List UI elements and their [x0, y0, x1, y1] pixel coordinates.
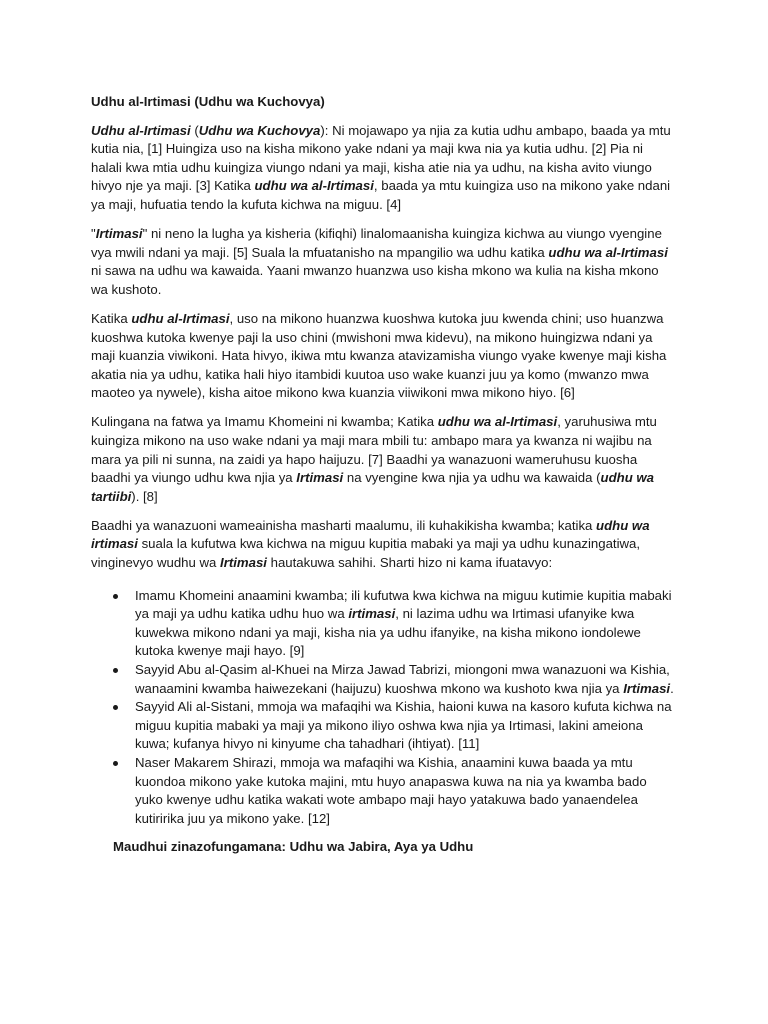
bullet-icon: [113, 668, 118, 673]
term-bold-italic: udhu wa al-Irtimasi: [254, 178, 374, 194]
term-bold-italic: udhu wa al-Irtimasi: [437, 414, 558, 430]
paragraph-conditions-intro: [91, 517, 677, 573]
term-bold-italic: udhu wa al-Irtimasi: [548, 244, 668, 260]
text-run: hautakuwa sahihi. Sharti hizo ni kama ifuatavyo:: [266, 555, 553, 571]
bullet-icon: [113, 761, 118, 766]
text-run: Katika: [91, 310, 132, 326]
list-item: [91, 698, 677, 754]
paragraph-definition: [91, 122, 677, 215]
conditions-list: [91, 587, 677, 829]
text-run: Kulingana na fatwa ya Imamu Khomeini ni kwamba; Katika: [91, 414, 438, 430]
text-run: " ni neno la lugha ya kisheria (kifiqhi) linalomaanisha kuingiza kichwa au viungo vyengine vya mwili ndani ya maji. [5] Suala la mfuatanisho na mpangilio wa udhu katika: [91, 226, 662, 260]
text-run: Baadhi ya wanazuoni wameainisha masharti maalumu, ili kuhakikisha kwamba; katika: [91, 517, 597, 533]
text-run: (: [190, 122, 199, 138]
text-run: ). [8]: [131, 488, 158, 504]
text-run: , ni lazima udhu wa Irtimasi ufanyike kwa kuwekwa mikono ndani ya maji, kisha nia ya udhu ifanyike, na kisha mikono iondolewe kutoka kwenye maji hayo. [9]: [135, 606, 641, 659]
term-bold-italic: udhu wa tartiibi: [91, 470, 655, 504]
term-bold-italic: udhu wa irtimasi: [91, 517, 650, 552]
term-bold-italic: udhu al-Irtimasi: [131, 310, 230, 326]
text-run: Naser Makarem Shirazi, mmoja wa mafaqihi wa Kishia, anaamini kuwa baada ya mtu kuondoa mikono yake kutoka majini, mtu huyo anapaswa kuwa na nia ya kwamba bado yuko kwenye udhu katika wakati wote ambapo maji hayo yatakuwa bado yanaendelea kutiririka juu ya mikono yake. [12]: [135, 755, 647, 826]
bullet-icon: [113, 705, 118, 710]
text-run: .: [670, 680, 674, 696]
document-title: Udhu al-Irtimasi (Udhu wa Kuchovya): [91, 94, 325, 109]
paragraph-khomeini-fatwa: [91, 413, 677, 506]
paragraph-irtimasi-meaning: [91, 225, 677, 299]
text-run: ): Ni mojawapo ya njia za kutia udhu ambapo, baada ya mtu kutia nia, [1] Huingiza uso na kisha mikono yake ndani ya maji kwa nia ya kutia udhu. [2] Pia ni halali kwa mtia udhu kuingiza viungo ndani ya maji, kisha atie nia ya udhu, na kisha avito viungo hivyo nje ya maji. [3] Katika: [91, 122, 671, 194]
text-run: suala la kufutwa kwa kichwa na miguu kupitia mabaki ya maji ya udhu kunazingatiwa, vinginevyo wudhu wa: [91, 536, 641, 571]
text-run: ni sawa na udhu wa kawaida. Yaani mwanzo huanzwa uso kisha mkono wa kulia na kisha mkono wa kushoto.: [91, 263, 659, 297]
list-item: [91, 754, 677, 828]
text-run: ": [91, 226, 96, 242]
document-body: [91, 93, 677, 867]
text-run: , baada ya mtu kuingiza uso na mikono yake ndani ya maji, hufuatia tendo la kufuta kichwa na miguu. [4]: [91, 178, 671, 212]
term-bold-italic: Udhu wa Kuchovya: [198, 122, 321, 138]
term-bold-italic: Irtimasi: [220, 555, 267, 571]
list-item: [91, 587, 677, 661]
text-run: , uso na mikono huanzwa kuoshwa kutoka juu kwenda chini; uso huanzwa kuoshwa kutoka kwenye paji la uso chini (mwishoni mwa kidevu), na mikono huingizwa ndani ya maji kuanzia viwikoni. Hata hivyo, ikiwa mtu kwanza atavizamisha viungo vyake kwenye maji kisha akatia nia ya udhu, katika hali hiyo itambidi kuutoa uso wake kuanzi juu ya komo (mwanzo mwa maoteo ya nywele), kisha aitoe mikono kwa kuanzia viiwikoni mwa mikono hiyo. [6]: [91, 310, 667, 401]
paragraph-washing-order: [91, 310, 677, 403]
text-run: na vyengine kwa njia ya udhu wa kawaida (: [343, 470, 601, 486]
list-item: [91, 661, 677, 698]
bullet-icon: [113, 594, 118, 599]
term-bold-italic: irtimasi: [348, 606, 396, 622]
text-run: Sayyid Ali al-Sistani, mmoja wa mafaqihi wa Kishia, haioni kuwa na kasoro kufuta kichwa na miguu kupitia mabaki ya maji ya mikono iliyo oshwa kwa njia ya Irtimasi, lakini ameiona kuwa; kufanya hivyo ni kinyume cha tahadhari (ihtiyat). [11]: [135, 699, 672, 752]
term-bold-italic: Irtimasi: [95, 226, 143, 242]
related-topics: Maudhui zinazofungamana: Udhu wa Jabira, Aya ya Udhu: [113, 839, 474, 855]
text-run: Imamu Khomeini anaamini kwamba; ili kufutwa kwa kichwa na miguu kutimie kupitia mabaki ya maji ya udhu katika udhu huo wa: [135, 587, 672, 622]
text-run: Sayyid Abu al-Qasim al-Khuei na Mirza Jawad Tabrizi, miongoni mwa wanazuoni wa Kishia, wanaamini kwamba haiwezekani (haijuzu) kuoshwa mkono wa kushoto kwa njia ya: [135, 662, 670, 696]
term-bold-italic: Irtimasi: [623, 680, 671, 696]
text-run: , yaruhusiwa mtu kuingiza mikono na uso wake ndani ya maji mara mbili tu: ambapo mara ya kwanza ni wajibu na mara ya pili ni sunna, na zaidi ya hapo haijuzu. [7] Baadhi ya wanazuoni wameruhusu kuosha baadhi ya viungo udhu kwa njia ya: [91, 414, 657, 486]
term-bold-italic: Udhu al-Irtimasi: [91, 122, 191, 138]
term-bold-italic: Irtimasi: [296, 470, 344, 486]
